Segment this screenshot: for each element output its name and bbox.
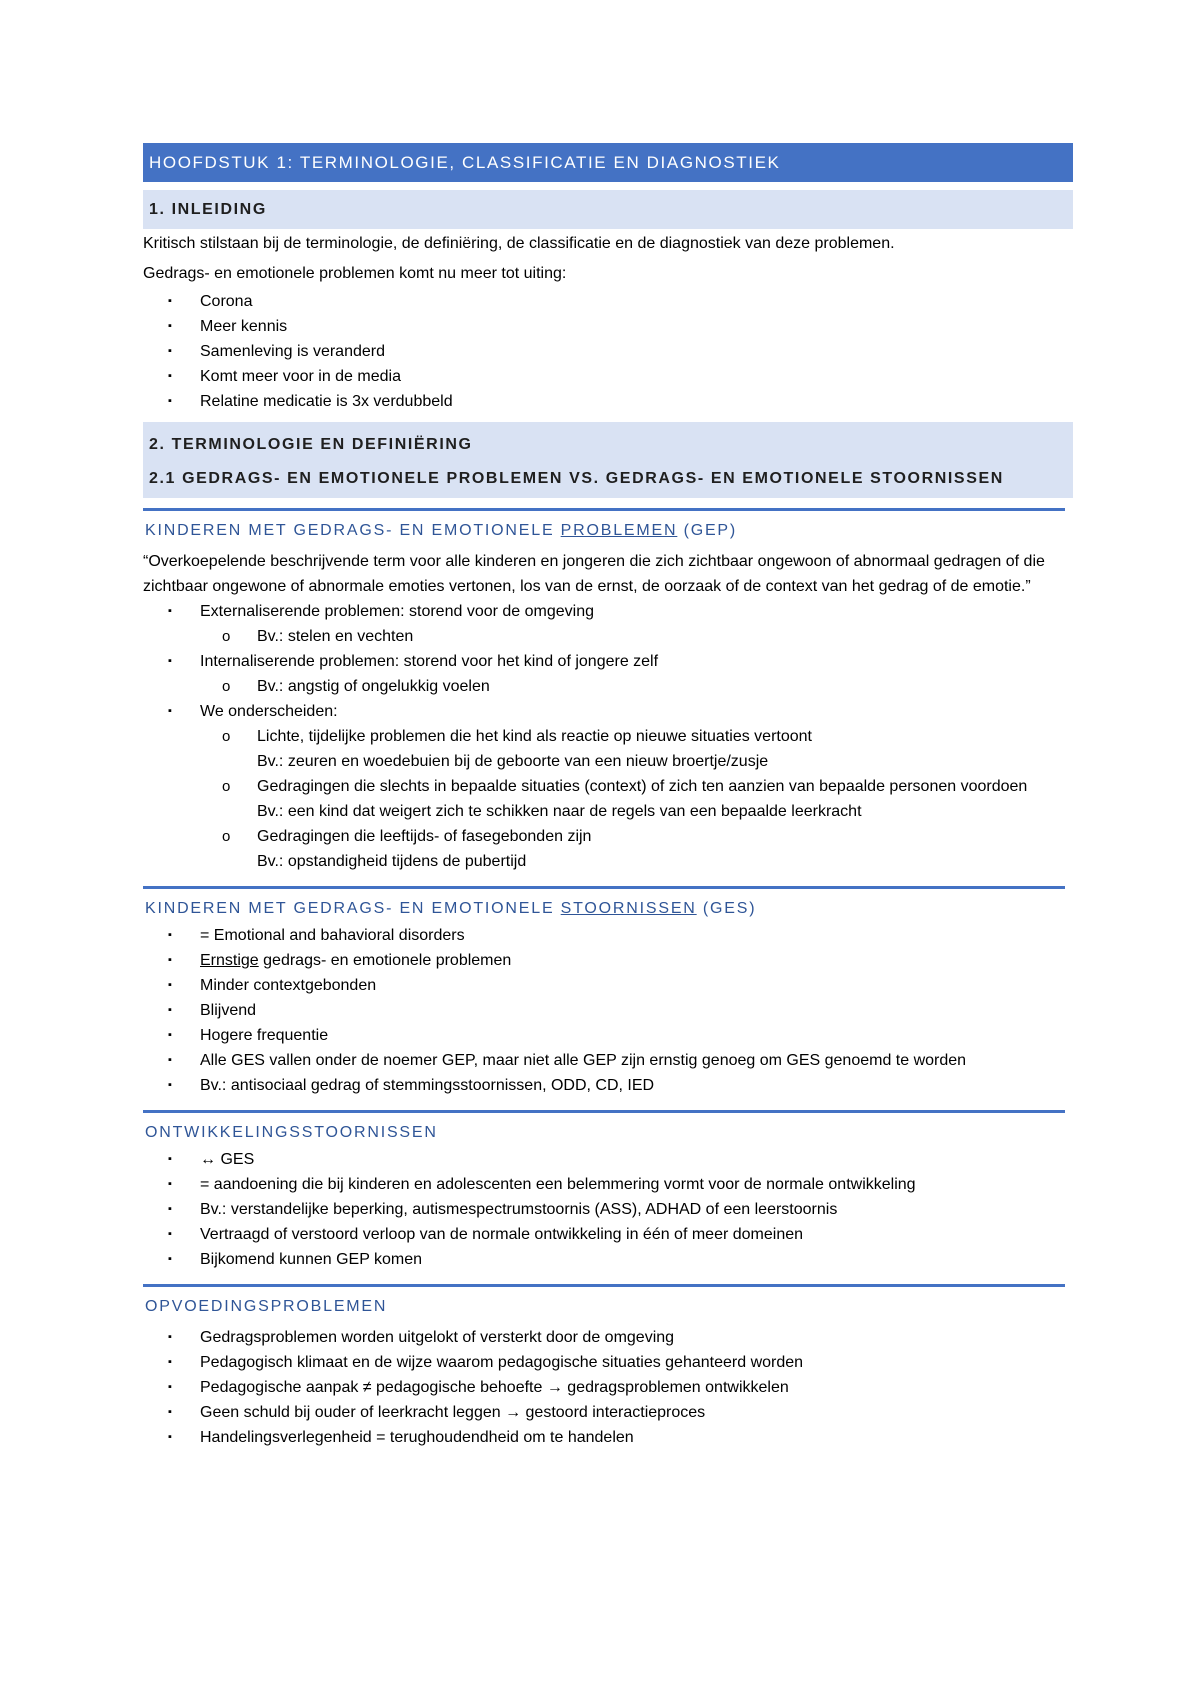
- sub-list-item: o Gedragingen die slechts in bepaalde situaties (context) of zich ten aanzien van bepaalde personen voordoen Bv.: een kind dat weigert zich te schikken naar de regels van een bepaalde leerkracht: [200, 774, 1073, 824]
- bullet-icon: ▪: [168, 320, 172, 332]
- bullet-icon: ▪: [168, 1381, 172, 1393]
- circle-bullet-icon: o: [222, 678, 231, 695]
- bullet-icon: ▪: [168, 1203, 172, 1215]
- paragraph: Kritisch stilstaan bij de terminologie, de definiëring, de classificatie en de diagnostiek van deze problemen.: [143, 235, 895, 252]
- bullet-list: [143, 599, 1073, 874]
- sub-list-item: o Gedragingen die leeftijds- of fasegebonden zijn Bv.: opstandigheid tijdens de pubertijd: [200, 824, 1073, 874]
- bullet-icon: ▪: [168, 1054, 172, 1066]
- bullet-icon: ▪: [168, 295, 172, 307]
- list-item: ▪ Meer kennis: [143, 314, 1073, 339]
- bullet-list: [143, 1147, 1073, 1272]
- list-item: ▪ Externaliserende problemen: storend voor de omgeving o Bv.: stelen en vechten: [143, 599, 1073, 649]
- subsection-heading: 2.1 GEDRAGS- EN EMOTIONELE PROBLEMEN VS. GEDRAGS- EN EMOTIONELE STOORNISSEN: [149, 470, 1004, 487]
- bullet-icon: ▪: [168, 929, 172, 941]
- heading-ges: KINDEREN MET GEDRAGS- EN EMOTIONELE STOORNISSEN (GES): [143, 886, 1065, 923]
- sub-list-item: o Bv.: angstig of ongelukkig voelen: [200, 674, 1073, 699]
- bullet-icon: ▪: [168, 1004, 172, 1016]
- list-item: ▪ Alle GES vallen onder de noemer GEP, maar niet alle GEP zijn ernstig genoeg om GES genoemd te worden: [143, 1048, 1073, 1073]
- circle-bullet-icon: o: [222, 778, 231, 795]
- bullet-icon: ▪: [168, 655, 172, 667]
- sub-list: [200, 724, 1073, 874]
- list-item: ▪ Pedagogische aanpak ≠ pedagogische behoefte → gedragsproblemen ontwikkelen: [143, 1375, 1073, 1400]
- list-item: ▪ Handelingsverlegenheid = terughoudendheid om te handelen: [143, 1425, 1073, 1450]
- document-page: [143, 143, 1073, 1450]
- bullet-icon: ▪: [168, 705, 172, 717]
- list-item: ▪ Minder contextgebonden: [143, 973, 1073, 998]
- circle-bullet-icon: o: [222, 628, 231, 645]
- paragraph: Gedrags- en emotionele problemen komt nu meer tot uiting:: [143, 265, 567, 282]
- sub-list-item: o Lichte, tijdelijke problemen die het kind als reactie op nieuwe situaties vertoont Bv.: zeuren en woedebuien bij de geboorte van een nieuw broertje/zusje: [200, 724, 1073, 774]
- sub-list: [200, 674, 1073, 699]
- bullet-icon: ▪: [168, 1079, 172, 1091]
- list-item: ▪ Relatine medicatie is 3x verdubbeld: [143, 389, 1073, 414]
- list-item: ▪ Ernstige gedrags- en emotionele problemen: [143, 948, 1073, 973]
- bullet-list: [143, 289, 1073, 414]
- bullet-list: [143, 923, 1073, 1098]
- bullet-icon: ▪: [168, 1331, 172, 1343]
- definition-quote: “Overkoepelende beschrijvende term voor alle kinderen en jongeren die zich zichtbaar ongewoon of abnormaal gedragen of die zichtbaar ongewone of abnormale emoties vertonen, los van de ernst, de oorzaak of de context van het gedrag of de emotie.”: [143, 553, 1045, 595]
- bullet-icon: ▪: [168, 1253, 172, 1265]
- bullet-icon: ▪: [168, 1178, 172, 1190]
- bullet-icon: ▪: [168, 1153, 172, 1165]
- sub-list-item: o Bv.: stelen en vechten: [200, 624, 1073, 649]
- bullet-icon: ▪: [168, 345, 172, 357]
- bullet-icon: ▪: [168, 979, 172, 991]
- bullet-icon: ▪: [168, 1228, 172, 1240]
- bullet-icon: ▪: [168, 954, 172, 966]
- circle-bullet-icon: o: [222, 828, 231, 845]
- list-item: ▪ Geen schuld bij ouder of leerkracht leggen → gestoord interactieproces: [143, 1400, 1073, 1425]
- list-item: ▪ Bijkomend kunnen GEP komen: [143, 1247, 1073, 1272]
- heading-ontwikkelingsstoornissen: ONTWIKKELINGSSTOORNISSEN: [143, 1110, 1065, 1147]
- bullet-icon: ▪: [168, 370, 172, 382]
- bullet-icon: ▪: [168, 1356, 172, 1368]
- section-heading-terminologie: [143, 422, 1073, 498]
- list-item: ▪ We onderscheiden: o Lichte, tijdelijke problemen die het kind als reactie op nieuwe situaties vertoont Bv.: zeuren en woedebuien bij de geboorte van een nieuw broertje/zusje o Gedragingen die slechts in bepaalde situaties (context) of zich ten aanzien van bepaalde personen voordoen Bv.: een kind dat weigert zich te schikken naar de regels van een bepaalde leerkracht o Gedragingen die leeftijds- of fasegebonden zijn Bv.: opstandigheid tijdens de pubertijd: [143, 699, 1073, 874]
- section-heading-inleiding: 1. INLEIDING: [143, 190, 1073, 229]
- list-item: ▪ Pedagogisch klimaat en de wijze waarom pedagogische situaties gehanteerd worden: [143, 1350, 1073, 1375]
- list-item: ▪ Bv.: verstandelijke beperking, autismespectrumstoornis (ASS), ADHAD of een leerstoornis: [143, 1197, 1073, 1222]
- bullet-icon: ▪: [168, 1431, 172, 1443]
- list-item: ▪ Hogere frequentie: [143, 1023, 1073, 1048]
- chapter-title: HOOFDSTUK 1: TERMINOLOGIE, CLASSIFICATIE EN DIAGNOSTIEK: [143, 143, 1073, 182]
- list-item: ▪ = Emotional and bahavioral disorders: [143, 923, 1073, 948]
- bullet-icon: ▪: [168, 605, 172, 617]
- section-heading: 2. TERMINOLOGIE EN DEFINIËRING: [149, 436, 473, 453]
- list-item: ▪ Vertraagd of verstoord verloop van de normale ontwikkeling in één of meer domeinen: [143, 1222, 1073, 1247]
- list-item: ▪ Bv.: antisociaal gedrag of stemmingsstoornissen, ODD, CD, IED: [143, 1073, 1073, 1098]
- list-item: ▪ Komt meer voor in de media: [143, 364, 1073, 389]
- list-item: ▪ Gedragsproblemen worden uitgelokt of versterkt door de omgeving: [143, 1325, 1073, 1350]
- list-item: ▪ = aandoening die bij kinderen en adolescenten een belemmering vormt voor de normale ontwikkeling: [143, 1172, 1073, 1197]
- list-item: ▪ Internaliserende problemen: storend voor het kind of jongere zelf o Bv.: angstig of ongelukkig voelen: [143, 649, 1073, 699]
- list-item: ▪ ↔ GES: [143, 1147, 1073, 1172]
- list-item: ▪ Samenleving is veranderd: [143, 339, 1073, 364]
- heading-gep: KINDEREN MET GEDRAGS- EN EMOTIONELE PROBLEMEN (GEP): [143, 508, 1065, 545]
- bullet-icon: ▪: [168, 1406, 172, 1418]
- heading-opvoedingsproblemen: OPVOEDINGSPROBLEMEN: [143, 1284, 1065, 1321]
- bullet-list: [143, 1325, 1073, 1450]
- circle-bullet-icon: o: [222, 728, 231, 745]
- bullet-icon: ▪: [168, 395, 172, 407]
- sub-list: [200, 624, 1073, 649]
- bullet-icon: ▪: [168, 1029, 172, 1041]
- list-item: ▪ Corona: [143, 289, 1073, 314]
- list-item: ▪ Blijvend: [143, 998, 1073, 1023]
